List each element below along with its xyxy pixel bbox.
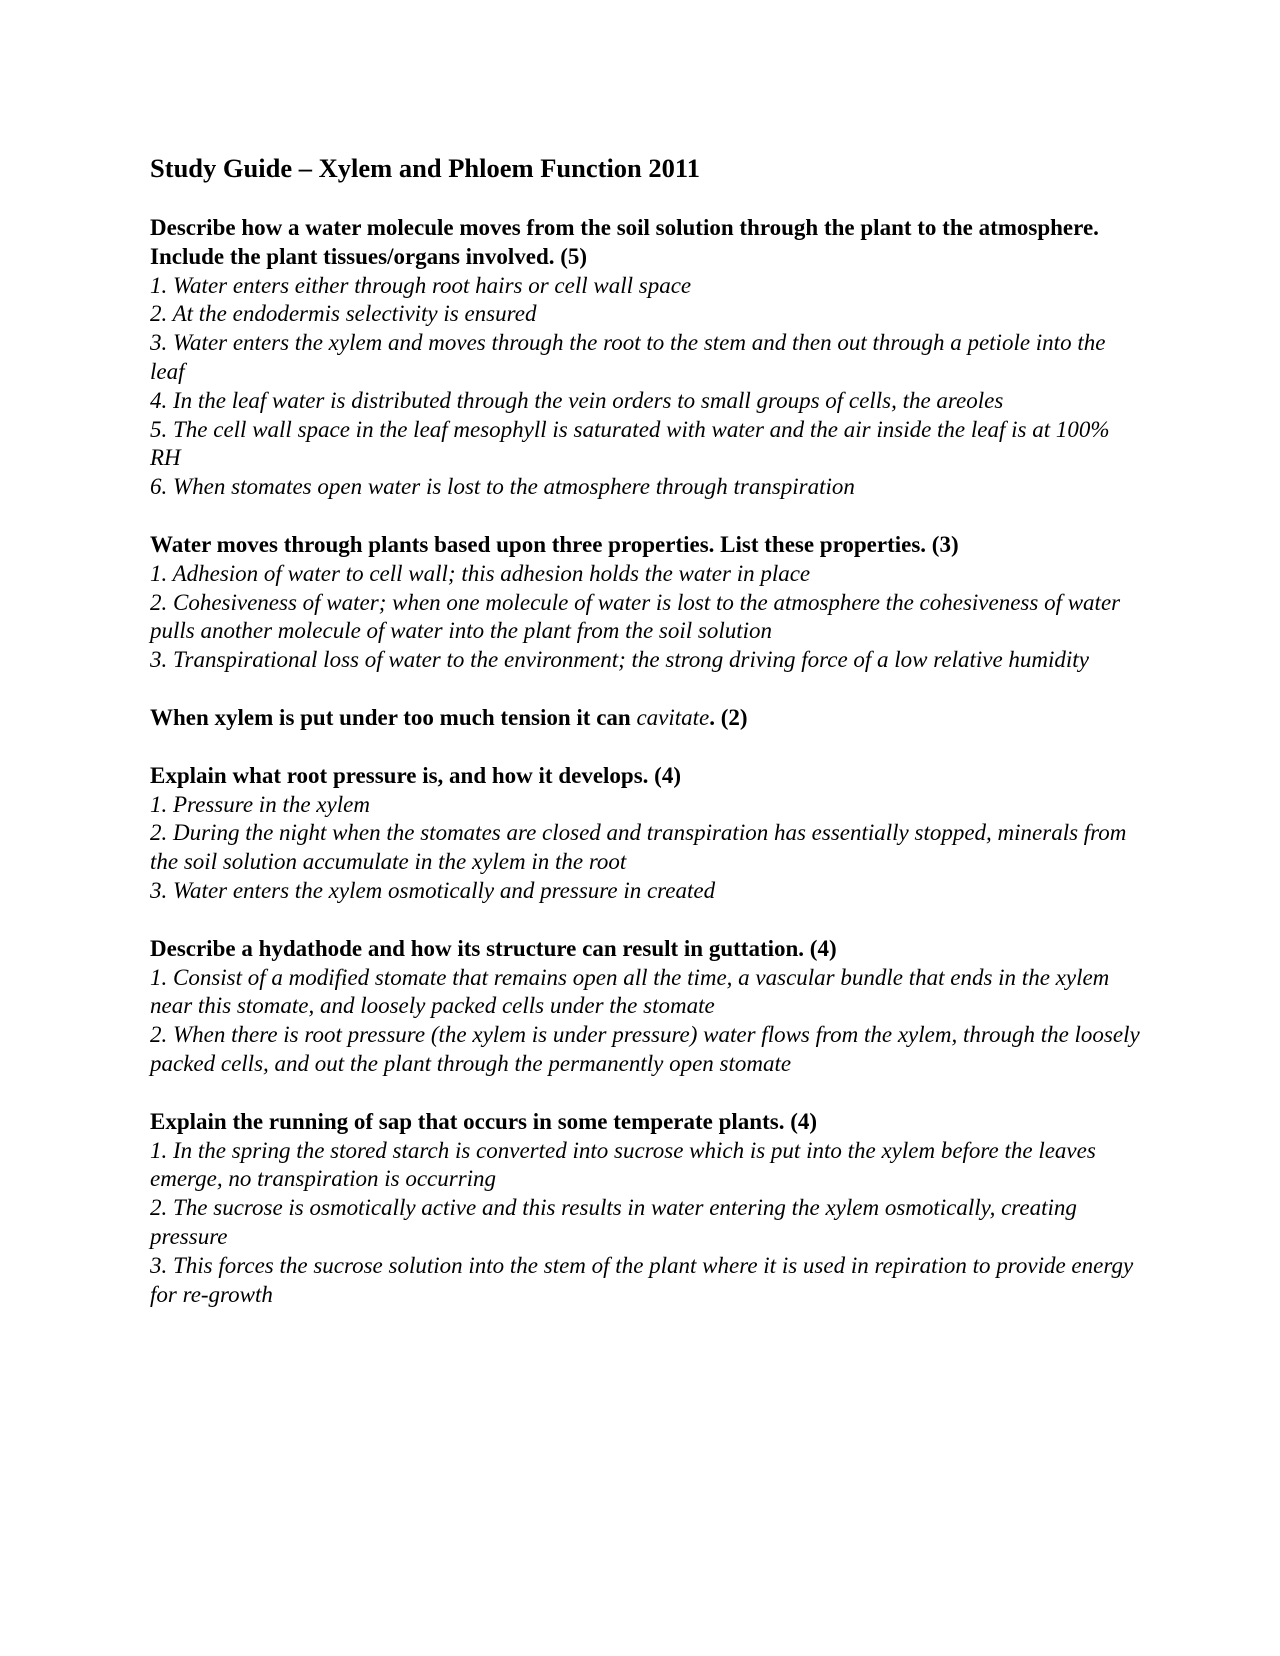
answer-line: 1. Pressure in the xylem [150, 791, 370, 817]
question-heading: Explain what root pressure is, and how it develops. (4) [150, 762, 681, 788]
answer-line: 1. Consist of a modified stomate that remains open all the time, a vascular bundle that ends in the xylem near this stomate, and loosely packed cells under the stomate [150, 964, 1110, 1019]
answer-line: 5. The cell wall space in the leaf mesophyll is saturated with water and the air inside the leaf is at 100% RH [150, 416, 1110, 471]
section-sap-running [150, 1108, 1140, 1310]
page-title: Study Guide – Xylem and Phloem Function 2011 [150, 153, 700, 183]
section-root-pressure [150, 762, 1140, 906]
answer-line: 1. Water enters either through root hairs or cell wall space [150, 272, 692, 298]
question-heading: Water moves through plants based upon three properties. List these properties. (3) [150, 531, 959, 557]
answer-line: 1. Adhesion of water to cell wall; this adhesion holds the water in place [150, 560, 811, 586]
section-water-movement [150, 214, 1140, 502]
section-cavitation [150, 704, 1140, 733]
question-heading: Describe how a water molecule moves from the soil solution through the plant to the atmosphere. Include the plant tissues/organs involved. (5) [150, 215, 1099, 269]
answer-line: 4. In the leaf water is distributed through the vein orders to small groups of cells, the areoles [150, 387, 1004, 413]
answer-line: 2. When there is root pressure (the xylem is under pressure) water flows from the xylem, through the loosely packed cells, and out the plant through the permanently open stomate [150, 1022, 1140, 1076]
question-emphasis: cavitate [636, 704, 710, 730]
answer-line: 3. Water enters the xylem and moves through the root to the stem and then out through a petiole into the leaf [150, 330, 1106, 384]
question-heading: Explain the running of sap that occurs in some temperate plants. (4) [150, 1108, 818, 1134]
answer-line: 2. The sucrose is osmotically active and this results in water entering the xylem osmotically, creating pressure [150, 1195, 1077, 1249]
question-heading: Describe a hydathode and how its structure can result in guttation. (4) [150, 935, 837, 961]
answer-line: 3. This forces the sucrose solution into the stem of the plant where it is used in repiration to provide energy for re-growth [150, 1252, 1134, 1307]
answer-line: 1. In the spring the stored starch is converted into sucrose which is put into the xylem before the leaves emerge, no transpiration is occurring [150, 1137, 1096, 1192]
question-points: . (2) [709, 704, 748, 730]
question-heading [150, 704, 1140, 733]
answer-line: 3. Water enters the xylem osmotically and pressure in created [150, 877, 716, 903]
answer-line: 2. At the endodermis selectivity is ensured [150, 301, 537, 327]
answer-line: 2. During the night when the stomates are closed and transpiration has essentially stopped, minerals from the soil solution accumulate in the xylem in the root [150, 820, 1127, 875]
answer-line: 3. Transpirational loss of water to the environment; the strong driving force of a low relative humidity [150, 647, 1089, 673]
section-water-properties [150, 531, 1140, 675]
answer-line: 2. Cohesiveness of water; when one molecule of water is lost to the atmosphere the cohesiveness of water pulls another molecule of water into the plant from the soil solution [150, 589, 1121, 644]
question-text: When xylem is put under too much tension it can [150, 704, 637, 730]
document-page [150, 150, 1140, 1338]
section-hydathode [150, 935, 1140, 1079]
answer-line: 6. When stomates open water is lost to the atmosphere through transpiration [150, 474, 855, 500]
